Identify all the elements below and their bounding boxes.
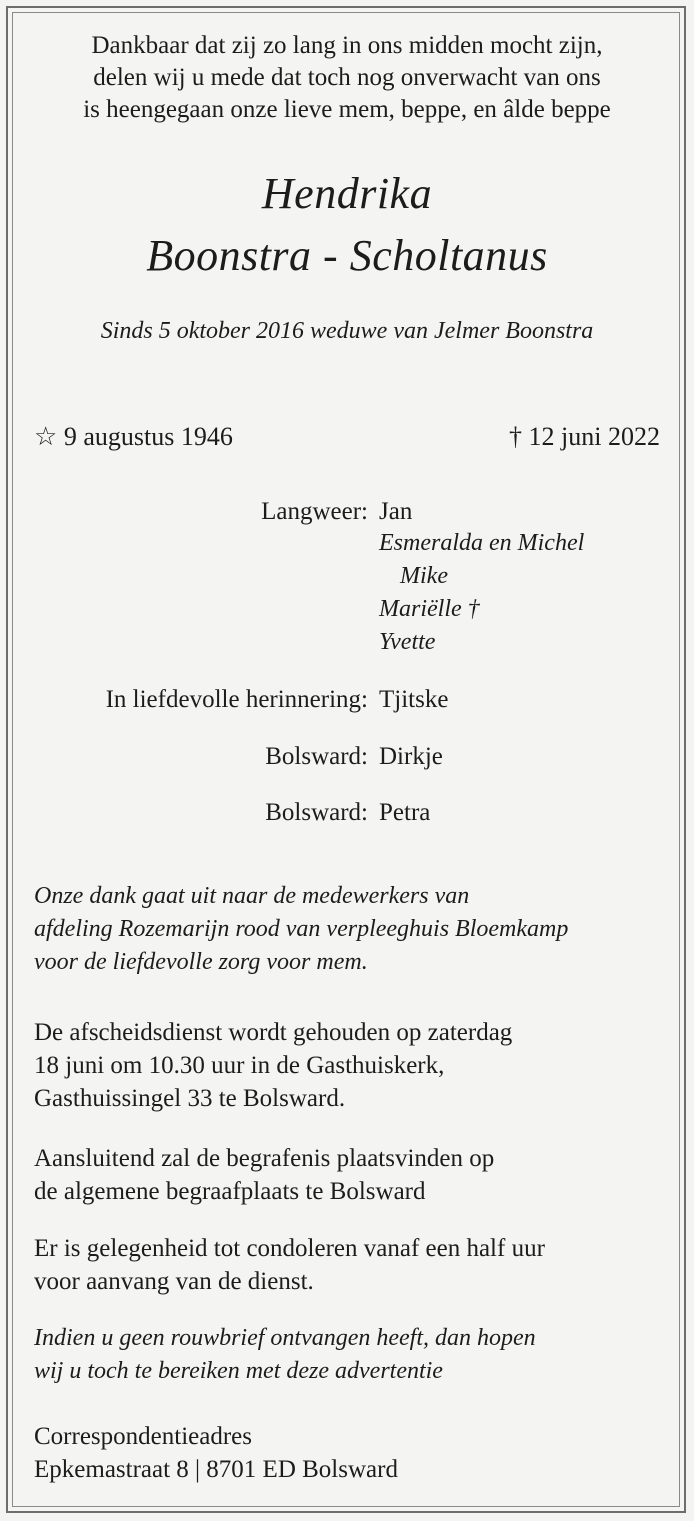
correspondence-address: Epkemastraat 8 | 8701 ED Bolsward (34, 1456, 398, 1483)
deceased-first-name: Hendrika (261, 169, 433, 218)
service-line: De afscheidsdienst wordt gehouden op zaterdag (34, 1019, 513, 1046)
thanks-paragraph (34, 880, 664, 979)
intro-text (20, 30, 674, 126)
cross-icon: † (509, 422, 523, 451)
notice-line: Indien u geen rouwbrief ontvangen heeft, dan hopen (34, 1325, 536, 1351)
service-paragraph (34, 1016, 664, 1115)
intro-line: delen wij u mede dat toch nog onverwacht van ons (93, 64, 601, 91)
death-line (509, 422, 660, 452)
death-date: 12 juni 2022 (528, 422, 660, 451)
service-line: Gasthuissingel 33 te Bolsward. (34, 1085, 346, 1112)
langweer-label: Langweer: (261, 498, 368, 525)
thanks-line: Onze dank gaat uit naar de medewerkers van (34, 883, 470, 909)
widow-note: Sinds 5 oktober 2016 weduwe van Jelmer Boonstra (100, 318, 594, 344)
bolsward-label: Bolsward: (265, 799, 368, 826)
bolsward-label: Bolsward: (265, 743, 368, 770)
deceased-surname: Boonstra - Scholtanus (146, 231, 548, 280)
notice-line: wij u toch te bereiken met deze advertentie (34, 1358, 443, 1384)
burial-paragraph (34, 1142, 664, 1208)
birth-line (34, 422, 233, 452)
thanks-line: afdeling Rozemarijn rood van verpleeghuis Bloemkamp (34, 916, 569, 942)
condolence-line: voor aanvang van de dienst. (34, 1268, 314, 1295)
correspondence-label: Correspondentieadres (34, 1423, 252, 1450)
family-member: Mike (400, 563, 448, 589)
intro-line: Dankbaar dat zij zo lang in ons midden mocht zijn, (91, 32, 603, 59)
bolsward-name: Dirkje (379, 743, 443, 770)
burial-line: Aansluitend zal de begrafenis plaatsvinden op (34, 1145, 495, 1172)
bolsward-name: Petra (379, 799, 431, 826)
langweer-name: Jan (379, 498, 413, 525)
star-icon: ☆ (34, 422, 58, 451)
notice-paragraph (34, 1322, 664, 1388)
thanks-line: voor de liefdevolle zorg voor mem. (34, 949, 368, 975)
birth-date: 9 augustus 1946 (63, 422, 233, 451)
memory-name: Tjitske (379, 686, 449, 713)
intro-line: is heengegaan onze lieve mem, beppe, en âlde beppe (83, 96, 611, 123)
family-member: Mariëlle † (379, 596, 480, 622)
condolence-paragraph (34, 1232, 664, 1298)
family-member: Yvette (379, 629, 436, 655)
family-member: Esmeralda en Michel (379, 530, 585, 556)
memory-label: In liefdevolle herinnering: (105, 686, 368, 713)
correspondence-block (34, 1420, 664, 1486)
burial-line: de algemene begraafplaats te Bolsward (34, 1178, 426, 1205)
condolence-line: Er is gelegenheid tot condoleren vanaf een half uur (34, 1235, 545, 1262)
service-line: 18 juni om 10.30 uur in de Gasthuiskerk, (34, 1052, 445, 1079)
